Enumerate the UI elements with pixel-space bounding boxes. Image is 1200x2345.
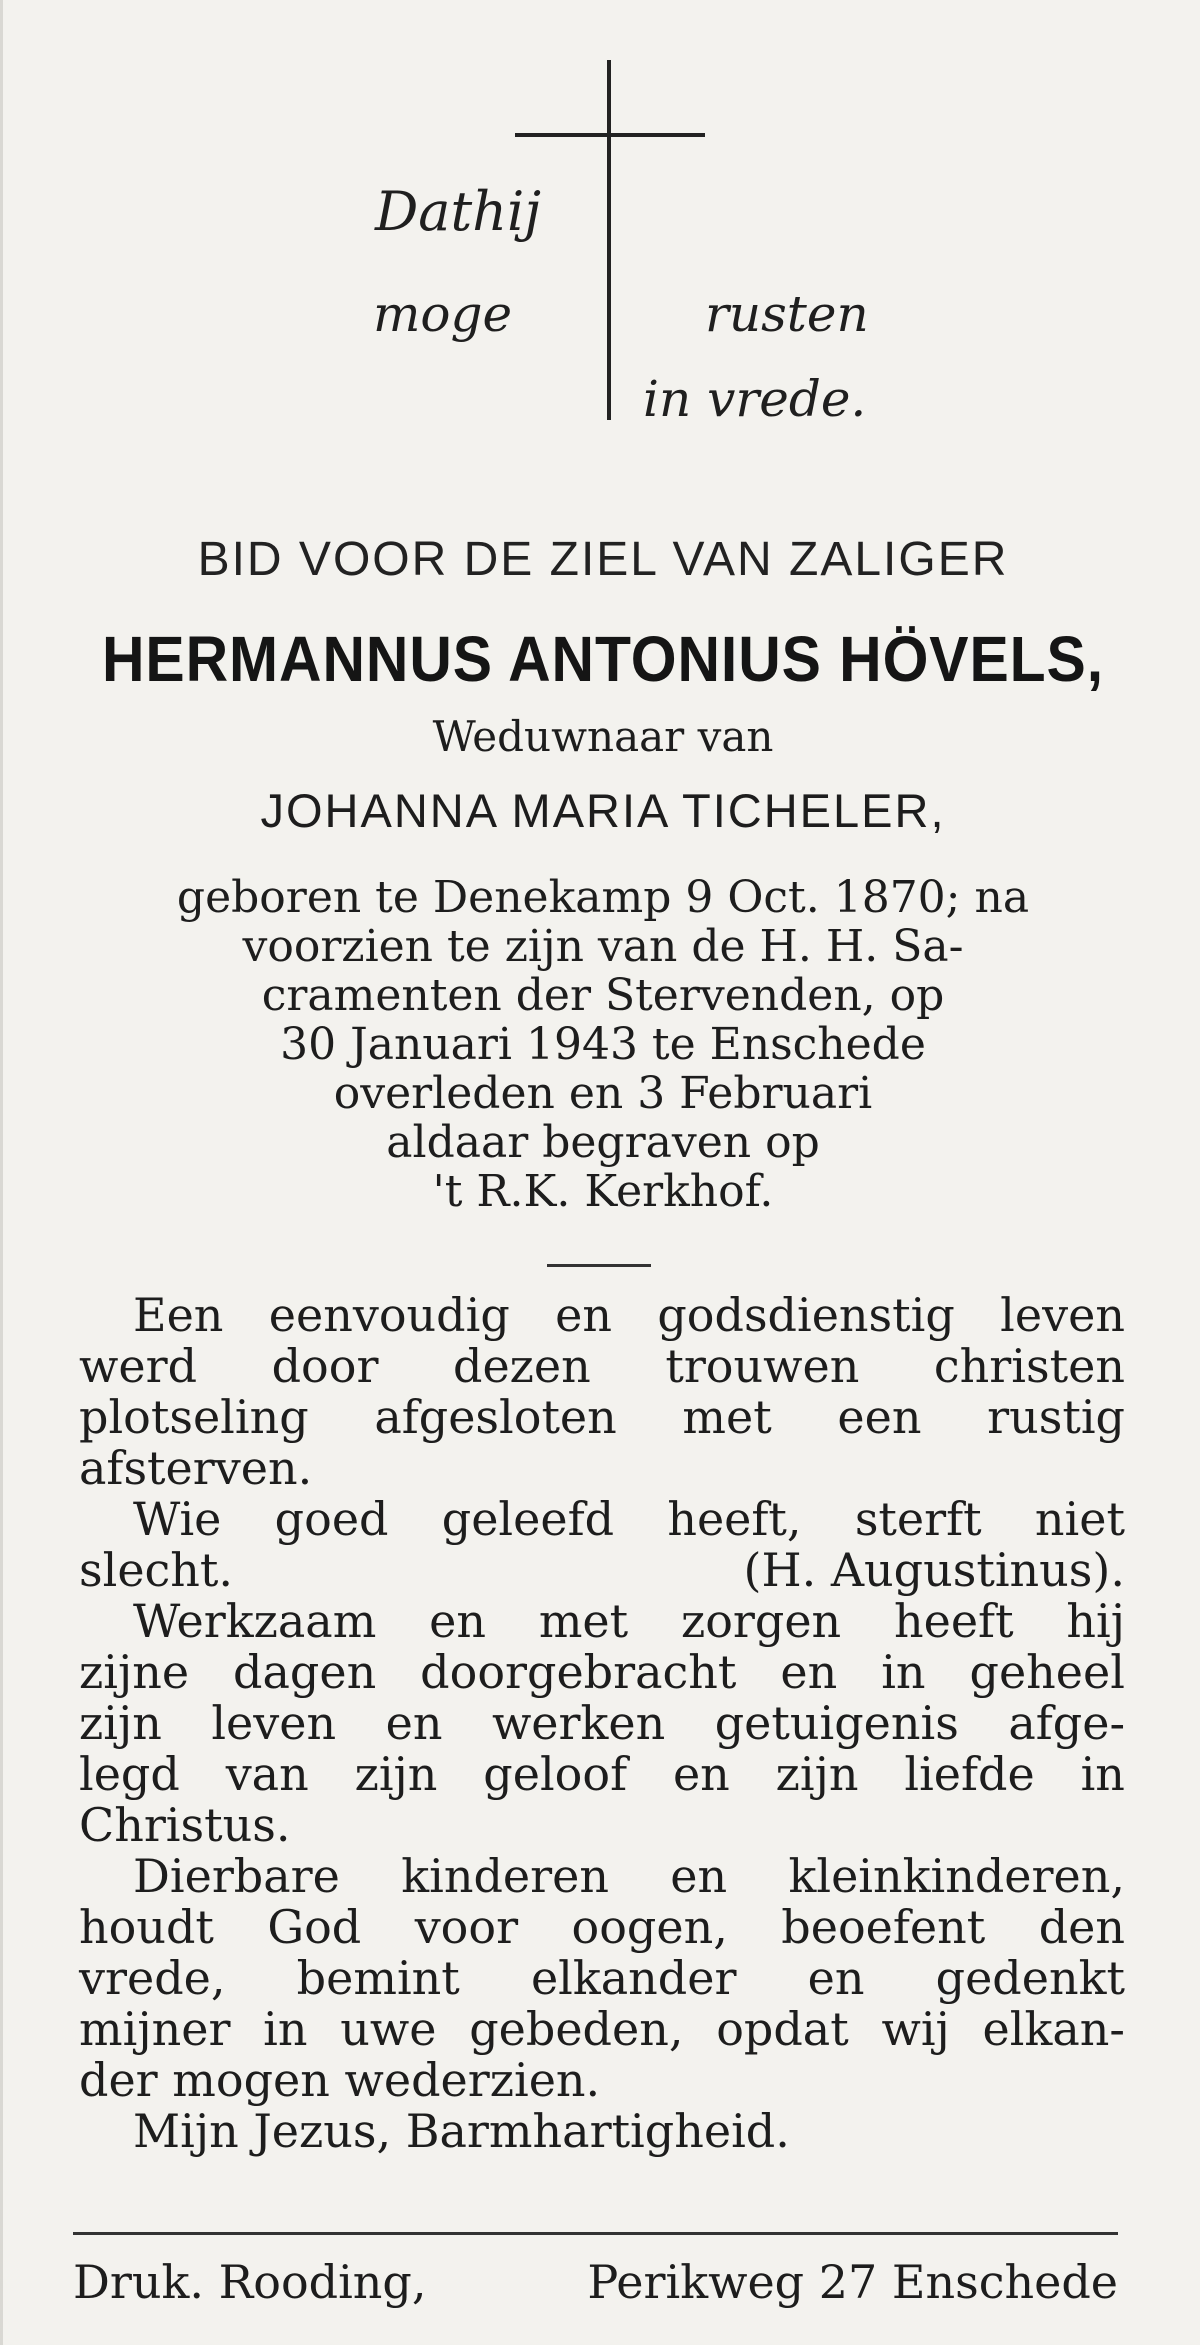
body-line xyxy=(79,1341,1125,1392)
word: werd xyxy=(79,1339,198,1393)
printer-address: Perikweg 27 Enschede xyxy=(587,2255,1118,2309)
word: godsdienstig xyxy=(657,1288,955,1342)
word: door xyxy=(271,1339,379,1393)
word: beoefent xyxy=(781,1900,986,1954)
word: heeft, xyxy=(667,1492,802,1546)
word: en xyxy=(780,1645,838,1699)
word: elkan- xyxy=(982,2002,1125,2056)
word: Werkzaam xyxy=(133,1594,377,1648)
body-line xyxy=(79,1494,1125,1545)
word: heeft xyxy=(893,1594,1014,1648)
body-line xyxy=(79,1647,1125,1698)
word: zorgen xyxy=(680,1594,842,1648)
word: met xyxy=(682,1390,772,1444)
quote-end: slecht. xyxy=(79,1543,234,1597)
word: van xyxy=(225,1747,309,1801)
body-line xyxy=(79,1290,1125,1341)
body-line-quote xyxy=(79,1545,1125,1596)
body-line xyxy=(79,1902,1125,1953)
body-line xyxy=(79,1851,1125,1902)
word: voor xyxy=(414,1900,519,1954)
word: en xyxy=(672,1747,730,1801)
word: zijn xyxy=(79,1696,162,1750)
word: niet xyxy=(1034,1492,1125,1546)
word: kleinkinderen, xyxy=(788,1849,1125,1903)
word: en xyxy=(555,1288,612,1342)
cross-icon-horizontal xyxy=(515,133,705,137)
word: vrede, xyxy=(79,1951,226,2005)
word: zijn xyxy=(775,1747,859,1801)
word: plotseling xyxy=(79,1390,309,1444)
biography-line: 30 Januari 1943 te Enschede xyxy=(280,1019,926,1070)
word: God xyxy=(267,1900,362,1954)
word: geloof xyxy=(483,1747,628,1801)
deceased-name: HERMANNUS ANTONIUS HÖVELS, xyxy=(101,623,1105,695)
spouse-name: JOHANNA MARIA TICHELER, xyxy=(260,784,946,837)
word: christen xyxy=(933,1339,1125,1393)
word: Wie xyxy=(133,1492,222,1546)
word: in xyxy=(263,2002,308,2056)
closing-prayer: Mijn Jezus, Barmhartigheid. xyxy=(133,2104,790,2158)
printer-name: Druk. Rooding, xyxy=(73,2255,427,2309)
word: leven xyxy=(211,1696,337,1750)
word: dagen xyxy=(233,1645,377,1699)
word: rustig xyxy=(987,1390,1125,1444)
word: Dierbare xyxy=(133,1849,340,1903)
word: Een xyxy=(133,1288,224,1342)
word: dezen xyxy=(453,1339,591,1393)
body-text xyxy=(79,1290,1125,2157)
body-line: der mogen wederzien. xyxy=(79,2053,601,2107)
word: zijn xyxy=(354,1747,438,1801)
word: geleefd xyxy=(441,1492,615,1546)
word: legd xyxy=(79,1747,180,1801)
word: hij xyxy=(1066,1594,1125,1648)
word: mijner xyxy=(79,2002,231,2056)
biography-line: 't R.K. Kerkhof. xyxy=(432,1166,774,1217)
script-line-2: moge xyxy=(373,285,513,343)
prayer-heading: BID VOOR DE ZIEL VAN ZALIGER xyxy=(197,533,1009,586)
word: houdt xyxy=(79,1900,214,1954)
divider-long xyxy=(73,2232,1118,2235)
body-line xyxy=(79,1953,1125,2004)
word: en xyxy=(429,1594,486,1648)
word: afgesloten xyxy=(374,1390,617,1444)
word: een xyxy=(837,1390,922,1444)
word: uwe xyxy=(340,2002,437,2056)
word: opdat xyxy=(716,2002,849,2056)
script-line-4: in vrede. xyxy=(643,370,867,428)
word: zijne xyxy=(79,1645,190,1699)
word: elkander xyxy=(530,1951,737,2005)
word: wij xyxy=(881,2002,950,2056)
biography-line: geboren te Denekamp 9 Oct. 1870; na xyxy=(176,872,1030,923)
word: geheel xyxy=(969,1645,1125,1699)
word: werken xyxy=(491,1696,666,1750)
word: den xyxy=(1038,1900,1125,1954)
body-line: Christus. xyxy=(79,1798,291,1852)
divider-short xyxy=(547,1264,651,1267)
body-line xyxy=(79,1698,1125,1749)
word: liefde xyxy=(904,1747,1035,1801)
word: sterft xyxy=(854,1492,982,1546)
word: bemint xyxy=(296,1951,460,2005)
word: doorgebracht xyxy=(420,1645,737,1699)
word: in xyxy=(1080,1747,1125,1801)
word: trouwen xyxy=(665,1339,860,1393)
word: getuigenis xyxy=(714,1696,959,1750)
word: eenvoudig xyxy=(268,1288,510,1342)
quote-attribution: (H. Augustinus). xyxy=(743,1543,1125,1597)
word: gedenkt xyxy=(935,1951,1125,2005)
body-line: afsterven. xyxy=(79,1441,313,1495)
word: en xyxy=(385,1696,443,1750)
word: met xyxy=(538,1594,629,1648)
word: gebeden, xyxy=(469,2002,684,2056)
body-line xyxy=(79,2004,1125,2055)
biography-line: cramenten der Stervenden, op xyxy=(261,970,945,1021)
biography-line: overleden en 3 Februari xyxy=(333,1068,873,1119)
word: goed xyxy=(274,1492,389,1546)
script-line-1: Dathij xyxy=(375,180,541,243)
biography-line: voorzien te zijn van de H. H. Sa- xyxy=(242,921,964,972)
word: en xyxy=(670,1849,728,1903)
body-line xyxy=(79,1749,1125,1800)
word: leven xyxy=(1000,1288,1125,1342)
script-line-3: rusten xyxy=(705,285,869,343)
printer-imprint xyxy=(73,2255,1118,2309)
body-line xyxy=(79,1392,1125,1443)
relation-text: Weduwnaar van xyxy=(432,712,774,761)
word: en xyxy=(807,1951,865,2005)
word: afge- xyxy=(1008,1696,1125,1750)
word: in xyxy=(881,1645,926,1699)
word: kinderen xyxy=(401,1849,609,1903)
cross-icon-vertical xyxy=(607,60,611,420)
body-line xyxy=(79,1596,1125,1647)
biography-line: aldaar begraven op xyxy=(386,1117,820,1168)
word: oogen, xyxy=(571,1900,728,1954)
biography xyxy=(3,873,1200,1216)
